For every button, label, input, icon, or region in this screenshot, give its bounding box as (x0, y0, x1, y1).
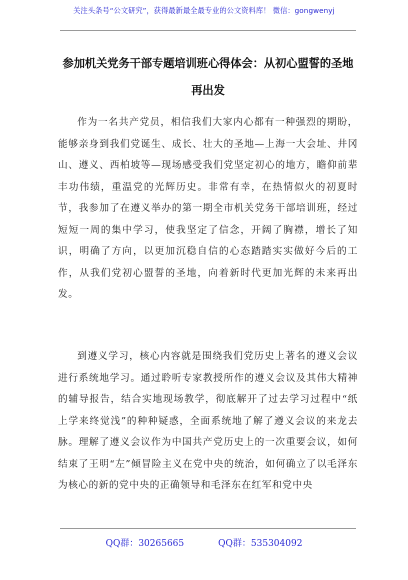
footer-qq-group-2: QQ群：535304092 (218, 539, 303, 549)
header-divider (60, 30, 356, 31)
footer-divider (60, 528, 356, 529)
footer (0, 536, 408, 549)
footer-qq-group-1: QQ群：30265665 (105, 539, 185, 549)
paragraph-2: 到遵义学习，核心内容就是围绕我们党历史上著名的遵义会议进行系统地学习。通过聆听专家教授所作的遵义会议及其伟大精神的辅导报告，结合实地现场教学，彻底解开了过去学习过程中“纸上学来终觉浅”的种种疑惑，全面系统地了解了遵义会议的来龙去脉。理解了遵义会议作为中国共产党历史上的一次重要会议，如何结束了王明“左”倾冒险主义在党中央的统治，如何确立了以毛泽东为核心的新的党中央的正确领导和毛泽东在红军和党中央 (58, 351, 358, 491)
header-banner: 关注头条号“公文研究”，获得最新最全最专业的公文资料库！ 微信：gongwenyj (73, 6, 335, 15)
paragraph-1: 作为一名共产党员，相信我们大家内心都有一种强烈的期盼，能够亲身到我们党诞生、成长、壮大的圣地—上海一大会址、井冈山、遵义、西柏坡等—现场感受我们党坚定初心的地方，瞻仰前辈丰功伟绩，重温党的光辉历史。非常有幸，在热情似火的初夏时节，我参加了在遵义举办的第一期全市机关党务干部培训班，经过短短一周的集中学习，使我坚定了信念，开阔了胸襟，增长了知识，明确了方向，以更加沉稳自信的心态踏踏实实做好今后的工作，从我们党初心盟誓的圣地，向着新时代更加光辉的未来再出发。 (58, 117, 358, 300)
document-title: 参加机关党务干部专题培训班心得体会：从初心盟誓的圣地再出发 (62, 56, 354, 97)
